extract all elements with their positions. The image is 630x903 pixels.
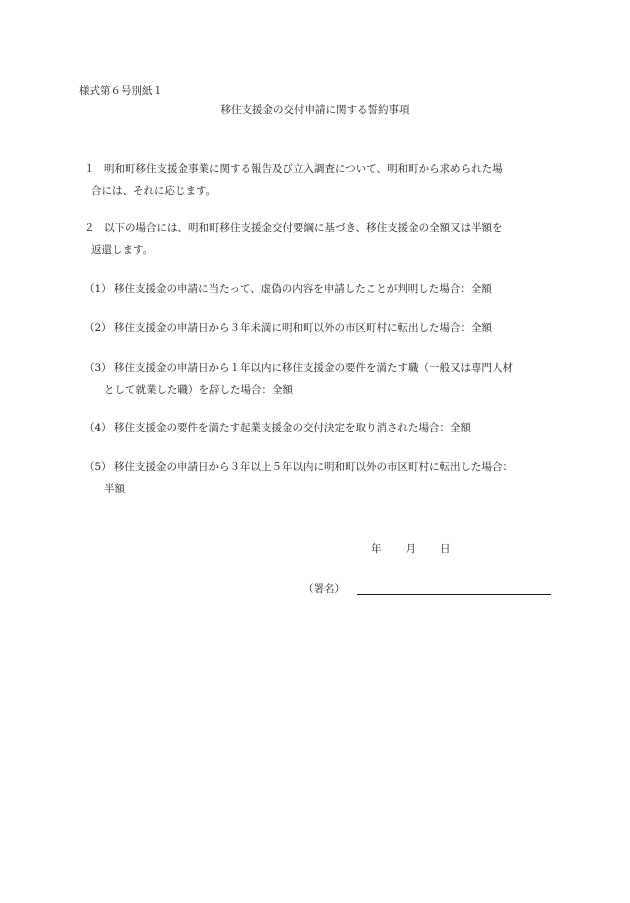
signature-label: （署名） bbox=[303, 583, 345, 595]
item-text-line: として就業した職）を辞した場合：全額 bbox=[104, 384, 293, 396]
refund-item-4 bbox=[84, 417, 554, 439]
clause-1 bbox=[84, 158, 554, 202]
refund-item-5 bbox=[84, 456, 554, 500]
refund-item-2 bbox=[84, 317, 554, 339]
clause-number: １ bbox=[84, 163, 95, 175]
refund-item-1 bbox=[84, 278, 554, 300]
item-number: （1） bbox=[84, 283, 112, 295]
clause-text bbox=[84, 217, 554, 261]
clause-text-line: 合には、それに応じます。 bbox=[91, 185, 217, 197]
clause-text-line: 返還します。 bbox=[91, 244, 154, 256]
clause-number: ２ bbox=[84, 222, 95, 234]
document-title: 移住支援金の交付申請に関する誓約事項 bbox=[220, 104, 410, 116]
item-text-line: 移住支援金の申請日から３年以上５年以内に明和町以外の市区町村に転出した場合： bbox=[114, 461, 513, 473]
item-text bbox=[84, 456, 554, 500]
item-text bbox=[84, 317, 554, 339]
item-text bbox=[84, 278, 554, 300]
form-number: 様式第６号別紙１ bbox=[79, 85, 163, 97]
year-label: 年 bbox=[371, 543, 382, 555]
item-text-line: 移住支援金の要件を満たす起業支援金の交付決定を取り消された場合：全額 bbox=[114, 422, 471, 434]
date-field bbox=[371, 541, 451, 557]
item-number: （4） bbox=[84, 422, 112, 434]
item-text-line: 移住支援金の申請に当たって、虚偽の内容を申請したことが判明した場合：全額 bbox=[114, 283, 492, 295]
refund-item-3 bbox=[84, 357, 554, 401]
item-text bbox=[84, 417, 554, 439]
item-number: （2） bbox=[84, 322, 112, 334]
item-text bbox=[84, 357, 554, 401]
item-number: （3） bbox=[84, 362, 112, 374]
item-text-line: 半額 bbox=[104, 483, 125, 495]
clause-text bbox=[84, 158, 554, 202]
clause-text-line: 以下の場合には、明和町移住支援金交付要綱に基づき、移住支援金の全額又は半額を bbox=[104, 222, 503, 234]
month-label: 月 bbox=[405, 543, 416, 555]
item-number: （5） bbox=[84, 461, 112, 473]
signature-line[interactable] bbox=[357, 594, 551, 595]
clause-text-line: 明和町移住支援金事業に関する報告及び立入調査について、明和町から求められた場 bbox=[104, 163, 503, 175]
clause-2 bbox=[84, 217, 554, 261]
item-text-line: 移住支援金の申請日から１年以内に移住支援金の要件を満たす職（一般又は専門人材 bbox=[114, 362, 513, 374]
item-text-line: 移住支援金の申請日から３年未満に明和町以外の市区町村に転出した場合：全額 bbox=[114, 322, 492, 334]
day-label: 日 bbox=[440, 543, 451, 555]
